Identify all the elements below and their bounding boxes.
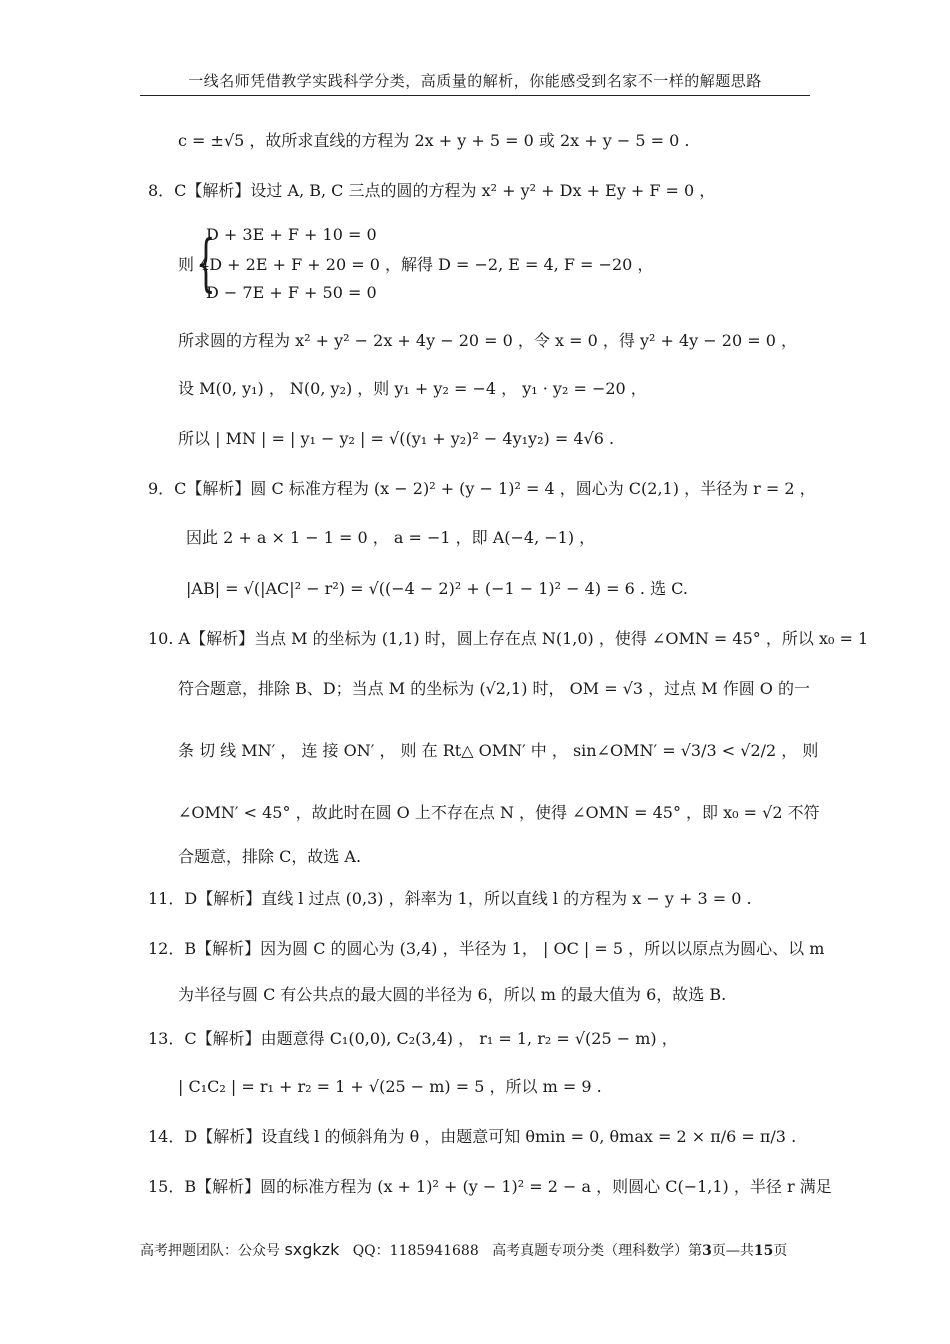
- page-header: 一线名师凭借教学实践科学分类，高质量的解析，你能感受到名家不一样的解题思路: [188, 72, 762, 90]
- text-line: 8．C【解析】设过 A, B, C 三点的圆的方程为 x² + y² + Dx + Ey + F = 0 ，: [148, 181, 716, 200]
- text-line: 10. A【解析】当点 M 的坐标为 (1,1) 时，圆上存在点 N(1,0) ，使得 ∠OMN = 45° ，所以 x₀ = 1: [148, 629, 869, 648]
- footer-account: sxgkzk: [284, 1240, 340, 1259]
- text-line: | C₁C₂ | = r₁ + r₂ = 1 + √(25 − m) = 5 ，所以 m = 9 .: [178, 1077, 602, 1096]
- text-line: |AB| = √(|AC|² − r²) = √((−4 − 2)² + (−1 − 1)² − 4) = 6 . 选 C.: [186, 579, 688, 598]
- text-line: 15．B【解析】圆的标准方程为 (x + 1)² + (y − 1)² = 2 − a ，则圆心 C(−1,1) ，半径 r 满足: [148, 1177, 832, 1196]
- footer-page-mid: 页—共: [711, 1243, 754, 1259]
- text-line: 14．D【解析】设直线 l 的倾斜角为 θ ，由题意可知 θmin = 0, θmax = 2 × π/6 = π/3 .: [148, 1127, 797, 1146]
- system-equation-2-line: 则 4D + 2E + F + 20 = 0 ，解得 D = −2, E = 4, F = −20 ，: [178, 255, 654, 274]
- footer-team: 高考押题团队：公众号: [140, 1243, 280, 1259]
- text-line: 所以 | MN | = | y₁ − y₂ | = √((y₁ + y₂)² − 4y₁y₂) = 4√6 .: [178, 429, 615, 448]
- header-divider: [140, 95, 810, 96]
- text-line: 为半径与圆 C 有公共点的最大圆的半径为 6，所以 m 的最大值为 6，故选 B.: [178, 985, 727, 1004]
- text-line: 设 M(0, y₁) ， N(0, y₂) ，则 y₁ + y₂ = −4 ， y₁ · y₂ = −20 ，: [178, 379, 647, 398]
- text-line: 因此 2 + a × 1 − 1 = 0 ， a = −1 ，即 A(−4, −1) ，: [186, 528, 596, 547]
- text-line: ∠OMN′ < 45° ，故此时在圆 O 上不存在点 N ，使得 ∠OMN = 45° ，即 x₀ = √2 不符: [178, 803, 820, 822]
- footer-page-end: 页: [773, 1243, 788, 1259]
- text-line: 符合题意，排除 B、D；当点 M 的坐标为 (√2,1) 时， OM = √3 ，过点 M 作圆 O 的一: [178, 679, 810, 698]
- footer-page-number: 3: [702, 1243, 712, 1259]
- system-brace: {: [196, 226, 216, 299]
- footer-category: 高考真题专项分类（理科数学）第: [492, 1243, 703, 1259]
- system-equation-3: D − 7E + F + 50 = 0: [206, 283, 377, 302]
- page-footer: [140, 1240, 810, 1260]
- text-line: 12．B【解析】因为圆 C 的圆心为 (3,4) ，半径为 1， | OC | = 5 ，所以以原点为圆心、以 m: [148, 939, 825, 958]
- footer-qq: QQ：1185941688: [352, 1243, 479, 1259]
- text-line: c = ±√5 ，故所求直线的方程为 2x + y + 5 = 0 或 2x + y − 5 = 0 .: [178, 131, 690, 150]
- system-equation-1: D + 3E + F + 10 = 0: [206, 225, 377, 244]
- footer-total-pages: 15: [753, 1243, 774, 1259]
- text-line: 条 切 线 MN′ ， 连 接 ON′ ， 则 在 Rt△ OMN′ 中 ， sin∠OMN′ = √3/3 < √2/2 ， 则: [178, 741, 819, 760]
- text-line: 合题意，排除 C，故选 A.: [178, 847, 362, 866]
- text-line: 13．C【解析】由题意得 C₁(0,0), C₂(3,4) ， r₁ = 1, r₂ = √(25 − m) ，: [148, 1029, 678, 1048]
- text-line: 所求圆的方程为 x² + y² − 2x + 4y − 20 = 0 ，令 x = 0 ，得 y² + 4y − 20 = 0 ，: [178, 331, 797, 350]
- text-line: 11．D【解析】直线 l 过点 (0,3) ，斜率为 1，所以直线 l 的方程为 x − y + 3 = 0 .: [148, 889, 752, 908]
- text-line: 9．C【解析】圆 C 标准方程为 (x − 2)² + (y − 1)² = 4 ，圆心为 C(2,1) ，半径为 r = 2 ，: [148, 479, 816, 498]
